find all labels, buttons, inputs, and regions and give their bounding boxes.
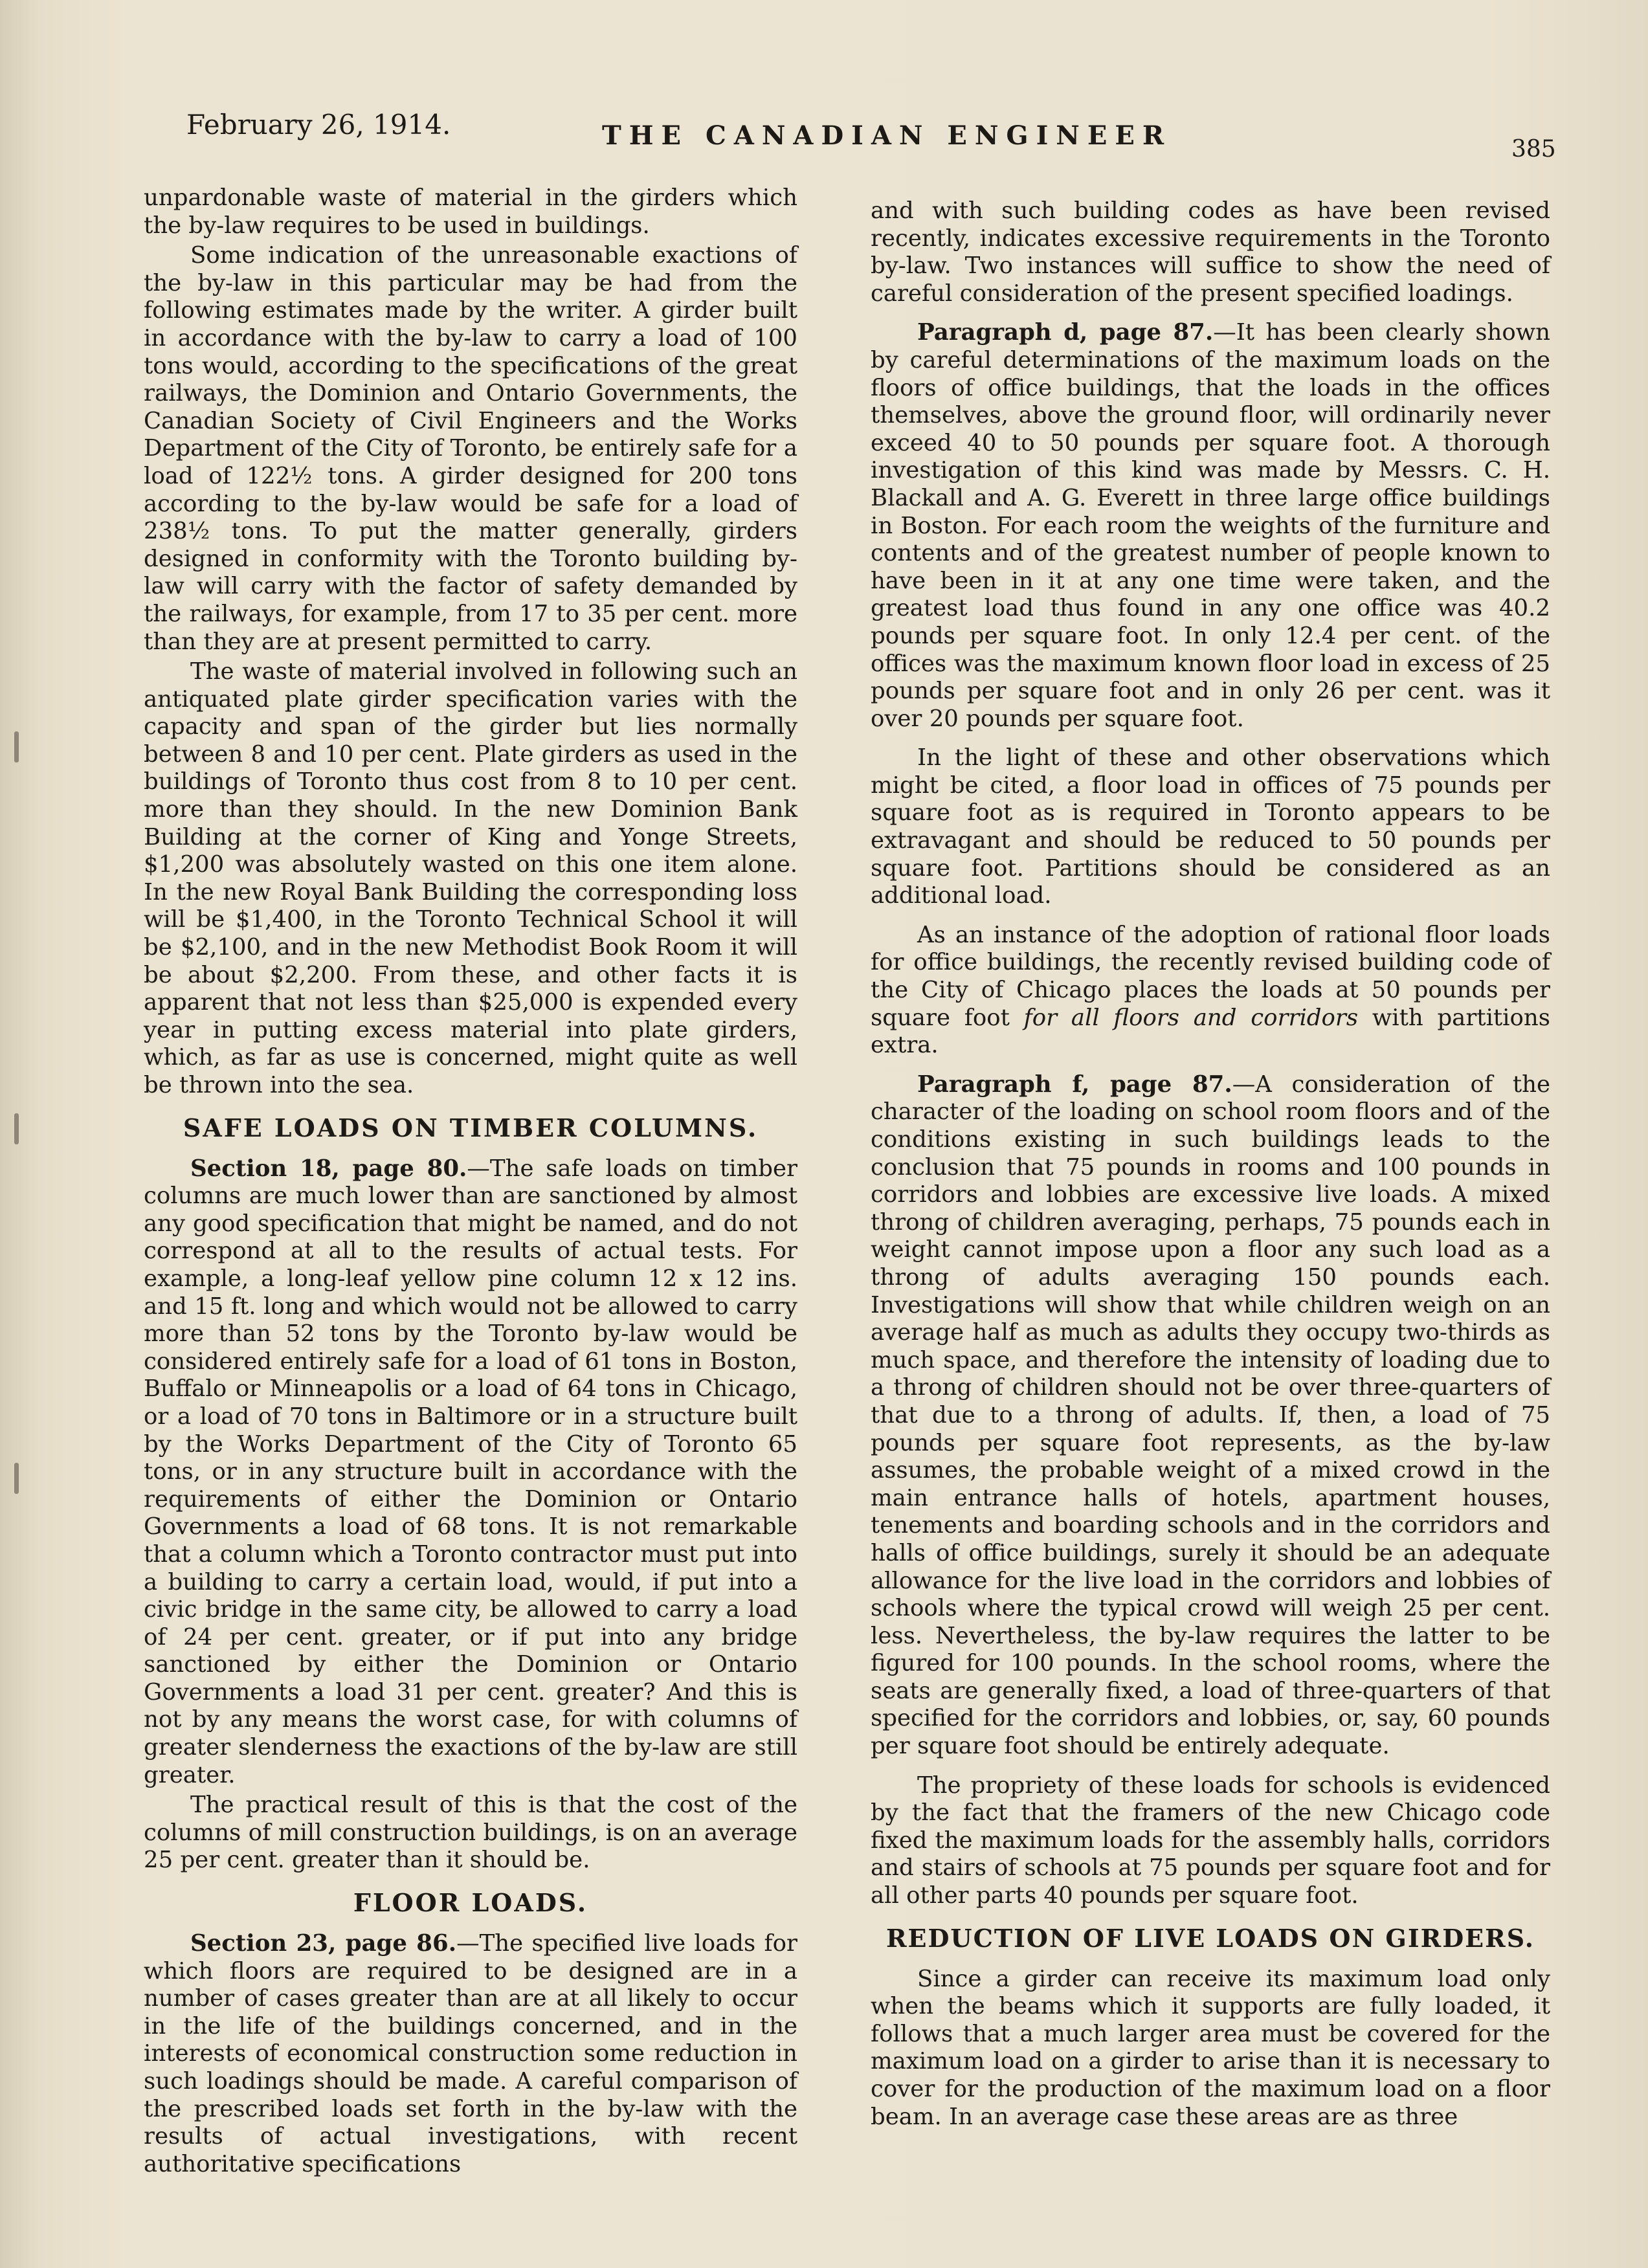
paragraph: The waste of material involved in following such an antiquated plate girder specification varies with the capacity and span of the girder but lies normally between 8 and 10 per cent. Plate girders as used in the buildings of Toronto thus cost from 8 to 10 per cent. more than they should. In the new Dominion Bank Building at the corner of King and Yonge Streets, $1,200 was absolutely wasted on this one item alone. In the new Royal Bank Building the corresponding loss will be $1,400, in the Toronto Technical School it will be $2,100, and in the new Methodist Book Room it will be about $2,200. From these, and other facts it is apparent that not less than $25,000 is expended every year in putting excess material into plate girders, which, as far as use is concerned, might quite as well be thrown into the sea.: [144, 658, 797, 1098]
issue-date: February 26, 1914.: [186, 109, 451, 140]
paragraph-text: —The safe loads on timber columns are much lower than are sanctioned by almost any good specification that might be named, and do not correspond at all to the results of actual tests. For example, a long-leaf yellow pine column 12 x 12 ins. and 15 ft. long and which would not be allowed to carry more than 52 tons by the Toronto by-law would be considered entirely safe for a load of 61 tons in Boston, Buffalo or Minneapolis or a load of 64 tons in Chicago, or a load of 70 tons in Baltimore or in a structure built by the Works Department of the City of Toronto 65 tons, or in any structure built in accordance with the requirements of either the Dominion or Ontario Governments a load of 68 tons. It is not remarkable that a column which a Toronto contractor must put into a building to carry a certain load, would, if put into a civic bridge in the same city, be allowed to carry a load of 24 per cent. greater, or if put into any bridge sanctioned by either the Dominion or Ontario Governments a load 31 per cent. greater? And this is not by any means the worst case, for with columns of greater slenderness the exactions of the by-law are still greater.: [144, 1155, 797, 1788]
left-column: [144, 184, 797, 2178]
paragraph-text: —It has been clearly shown by careful determinations of the maximum loads on the floors of office buildings, that the loads in the offices themselves, above the ground floor, will ordinarily never exceed 40 to 50 pounds per square foot. A thorough investigation of this kind was made by Messrs. C. H. Blackall and A. G. Everett in three large office buildings in Boston. For each room the weights of the furniture and contents and of the greatest number of people known to have been in it at any one time were taken, and the greatest load thus found in any one office was 40.2 pounds per square foot. In only 12.4 per cent. of the offices was the maximum known floor load in excess of 25 pounds per square foot and in only 26 per cent. was it over 20 pounds per square foot.: [871, 319, 1550, 732]
paragraph-text: —The specified live loads for which floors are required to be designed are in a number of cases greater than are at all likely to occur in the life of the buildings concerned, and in the interests of economical construction some reduction in such loadings should be made. A careful comparison of the prescribed loads set forth in the by-law with the results of actual investigations, with recent authoritative specifications: [144, 1930, 797, 2177]
section-reference: Paragraph f, page 87.: [917, 1071, 1232, 1098]
binding-mark: [14, 731, 19, 762]
page-header: [181, 109, 1556, 167]
paragraph: [871, 922, 1550, 1060]
paragraph: [871, 319, 1550, 733]
page-number: 385: [1511, 136, 1556, 162]
section-reference: Section 23, page 86.: [190, 1930, 457, 1957]
section-heading-reduction-live-loads: REDUCTION OF LIVE LOADS ON GIRDERS.: [885, 1923, 1535, 1953]
paragraph-text: with partitions extra.: [871, 1004, 1550, 1059]
right-column: [871, 197, 1550, 2131]
paragraph: [144, 1930, 797, 2178]
section-reference: Section 18, page 80.: [190, 1155, 467, 1182]
paragraph-text: As an instance of the adoption of rational floor loads for office buildings, the recently revised building code of the City of Chicago places the loads at 50 pounds per square foot: [871, 921, 1550, 1031]
paragraph: Some indication of the unreasonable exactions of the by-law in this particular may be had from the following estimates made by the writer. A girder built in accordance with the by-law to carry a load of 100 tons would, according to the specifications of the great railways, the Dominion and Ontario Governments, the Canadian Society of Civil Engineers and the Works Department of the City of Toronto, be entirely safe for a load of 122½ tons. A girder designed for 200 tons according to the by-law would be safe for a load of 238½ tons. To put the matter generally, girders designed in conformity with the Toronto building by-law will carry with the factor of safety demanded by the railways, for example, from 17 to 35 per cent. more than they are at present permitted to carry.: [144, 242, 797, 655]
section-heading-floor-loads: FLOOR LOADS.: [353, 1888, 588, 1918]
paragraph: unpardonable waste of material in the girders which the by-law requires to be used in buildings.: [144, 184, 797, 239]
paragraph: [871, 1071, 1550, 1761]
section-reference: Paragraph d, page 87.: [917, 319, 1214, 346]
journal-title: THE CANADIAN ENGINEER: [602, 120, 1172, 151]
section-heading-timber-columns: SAFE LOADS ON TIMBER COLUMNS.: [183, 1113, 759, 1142]
paragraph: The practical result of this is that the cost of the columns of mill construction buildings, is on an average 25 per cent. greater than it should be.: [144, 1792, 797, 1874]
paragraph: The propriety of these loads for schools is evidenced by the fact that the framers of the new Chicago code fixed the maximum loads for the assembly halls, corridors and stairs of schools at 75 pounds per square foot and for all other parts 40 pounds per square foot.: [871, 1772, 1550, 1909]
paragraph: and with such building codes as have been revised recently, indicates excessive requirements in the Toronto by-law. Two instances will suffice to show the need of careful consideration of the present specified loadings.: [871, 197, 1550, 307]
emphasized-text: for all floors and corridors: [1023, 1004, 1359, 1031]
paragraph-text: —A consideration of the character of the loading on school room floors and of the conditions existing in such buildings leads to the conclusion that 75 pounds in rooms and 100 pounds in corridors and lobbies are excessive live loads. A mixed throng of children averaging, perhaps, 75 pounds each in weight cannot impose upon a floor any such load as a throng of adults averaging 150 pounds each. Investigations will show that while children weigh on an average half as much as adults they occupy two-thirds as much space, and therefore the intensity of loading due to a throng of children should not be over three-quarters of that due to a throng of adults. If, then, a load of 75 pounds per square foot represents, as the by-law assumes, the probable weight of a mixed crowd in the main entrance halls of hotels, apartment houses, tenements and boarding schools and in the corridors and halls of office buildings, surely it should be an adequate allowance for the live load in the corridors and lobbies of schools where the typical crowd will weigh 25 per cent. less. Nevertheless, the by-law requires the latter to be figured for 100 pounds. In the school rooms, where the seats are generally fixed, a load of three-quarters of that specified for the corridors and lobbies, or, say, 60 pounds per square foot should be entirely adequate.: [871, 1071, 1550, 1760]
binding-mark: [14, 1113, 19, 1144]
binding-mark: [14, 1463, 19, 1494]
paragraph: [144, 1155, 797, 1790]
paragraph: Since a girder can receive its maximum load only when the beams which it supports are fully loaded, it follows that a much larger area must be covered for the maximum load on a girder to arise than it is necessary to cover for the production of the maximum load on a floor beam. In an average case these areas are as three: [871, 1965, 1550, 2130]
paragraph: In the light of these and other observations which might be cited, a floor load in offices of 75 pounds per square foot as is required in Toronto appears to be extravagant and should be reduced to 50 pounds per square foot. Partitions should be considered as an additional load.: [871, 744, 1550, 909]
